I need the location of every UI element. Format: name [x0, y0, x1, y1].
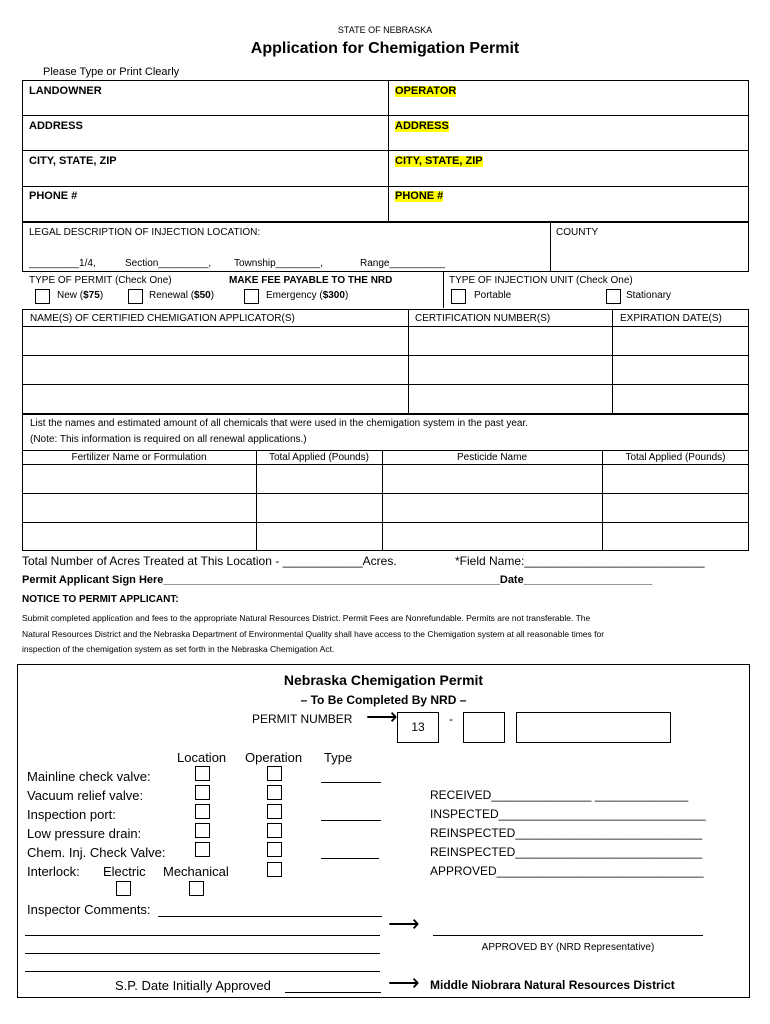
field-name-line[interactable]: *Field Name:___________________________	[455, 554, 705, 568]
range-field[interactable]: Range__________	[360, 258, 446, 269]
comment-line[interactable]	[25, 935, 380, 936]
notice-text-3: inspection of the chemigation system as set forth in the Nebraska Chemigation Act.	[22, 644, 335, 654]
comment-line[interactable]	[25, 953, 380, 954]
type-header: Type	[324, 750, 353, 765]
cert-number-header: CERTIFICATION NUMBER(S)	[415, 313, 551, 324]
table-row[interactable]	[22, 384, 749, 385]
chemicals-note: (Note: This information is required on all renewal applications.)	[30, 434, 307, 445]
operator-address-label[interactable]: ADDRESS	[395, 120, 449, 132]
applicant-signature-line[interactable]: Permit Applicant Sign Here_______________________________________________________Date_____________________	[22, 574, 653, 586]
row-divider	[22, 186, 749, 187]
form-title: Application for Chemigation Permit	[250, 40, 520, 57]
vacuum-location-checkbox[interactable]	[195, 785, 210, 800]
landowner-label[interactable]: LANDOWNER	[29, 85, 102, 97]
comment-line[interactable]	[158, 916, 382, 917]
inspection-port-label: Inspection port:	[27, 807, 116, 822]
right-arrow-icon: ⟶	[388, 970, 420, 995]
notice-text-1: Submit completed application and fees to the appropriate Natural Resources District. Permit Fees are Nonrefundable. Permits are not transferable. The	[22, 613, 591, 623]
operator-phone-label[interactable]: PHONE #	[395, 190, 444, 202]
reinspected-field-2[interactable]: REINSPECTED____________________________	[430, 845, 703, 859]
approved-field[interactable]: APPROVED_______________________________	[430, 864, 704, 878]
new-permit-option: New ($75)	[57, 290, 104, 301]
contact-grid	[22, 80, 749, 222]
fee-payable-note: MAKE FEE PAYABLE TO THE NRD	[229, 275, 393, 286]
permit-number-label: PERMIT NUMBER	[252, 712, 353, 726]
landowner-address-label[interactable]: ADDRESS	[29, 120, 83, 132]
header-divider	[22, 464, 749, 465]
permit-type-label: TYPE OF PERMIT (Check One)	[29, 275, 172, 286]
interlock-label: Interlock:	[27, 864, 80, 879]
permit-number-box-3[interactable]	[516, 712, 671, 743]
header-divider	[22, 326, 749, 327]
operator-city-label[interactable]: CITY, STATE, ZIP	[395, 155, 483, 167]
mainline-location-checkbox[interactable]	[195, 766, 210, 781]
applicators-table	[22, 309, 749, 414]
section-field[interactable]: Section_________,	[125, 258, 212, 269]
inspected-field[interactable]: INSPECTED_______________________________	[430, 807, 706, 821]
operation-header: Operation	[245, 750, 303, 765]
col-divider	[612, 309, 613, 414]
emergency-permit-option: Emergency ($300)	[266, 290, 349, 301]
notice-text-2: Natural Resources District and the Nebraska Department of Environmental Quality shall have access to the Chemigation system at all reasonable times for	[22, 629, 605, 639]
legal-description-label[interactable]: LEGAL DESCRIPTION OF INJECTION LOCATION:	[29, 227, 261, 238]
table-row[interactable]	[22, 522, 749, 523]
approved-by-label: APPROVED BY (NRD Representative)	[481, 942, 655, 953]
chemicals-instruction: List the names and estimated amount of all chemicals that were used in the chemigation system in the past year.	[30, 418, 529, 429]
mainline-type-field[interactable]	[321, 782, 381, 783]
district-name: Middle Niobrara Natural Resources District	[430, 978, 675, 992]
chem-location-checkbox[interactable]	[195, 842, 210, 857]
county-label[interactable]: COUNTY	[556, 227, 599, 238]
operator-label[interactable]: OPERATOR	[395, 85, 457, 97]
sp-date-label: S.P. Date Initially Approved	[115, 978, 271, 993]
permit-number-box-2[interactable]	[463, 712, 505, 743]
location-header: Location	[177, 750, 227, 765]
table-row[interactable]	[22, 493, 749, 494]
row-divider	[22, 150, 749, 151]
col-divider	[382, 450, 383, 551]
vacuum-operation-checkbox[interactable]	[267, 785, 282, 800]
inspection-location-checkbox[interactable]	[195, 804, 210, 819]
inspector-comments-label: Inspector Comments:	[27, 902, 151, 917]
print-instruction: Please Type or Print Clearly	[43, 66, 180, 78]
electric-checkbox[interactable]	[116, 881, 131, 896]
vacuum-relief-valve-label: Vacuum relief valve:	[27, 788, 144, 803]
interlock-operation-checkbox[interactable]	[267, 862, 282, 877]
col-divider	[256, 450, 257, 551]
reinspected-field-1[interactable]: REINSPECTED____________________________	[430, 826, 703, 840]
chem-inj-check-valve-label: Chem. Inj. Check Valve:	[27, 845, 166, 860]
contact-divider	[388, 80, 389, 222]
stationary-checkbox[interactable]	[606, 289, 621, 304]
header-divider	[22, 450, 749, 451]
chem-operation-checkbox[interactable]	[267, 842, 282, 857]
mechanical-checkbox[interactable]	[189, 881, 204, 896]
pesticide-header: Pesticide Name	[456, 452, 528, 463]
row-divider	[22, 115, 749, 116]
quarter-field[interactable]: _________1/4,	[29, 258, 96, 269]
renewal-permit-option: Renewal ($50)	[149, 290, 215, 301]
right-arrow-icon: ⟶	[366, 704, 398, 729]
mechanical-label: Mechanical	[163, 864, 229, 879]
new-permit-checkbox[interactable]	[35, 289, 50, 304]
landowner-phone-label[interactable]: PHONE #	[29, 190, 78, 202]
expiration-header: EXPIRATION DATE(S)	[620, 313, 722, 324]
renewal-permit-checkbox[interactable]	[128, 289, 143, 304]
total-applied-header-1: Total Applied (Pounds)	[268, 452, 370, 463]
portable-checkbox[interactable]	[451, 289, 466, 304]
col-divider	[408, 309, 409, 414]
portable-option: Portable	[474, 290, 512, 301]
township-field[interactable]: Township________,	[234, 258, 323, 269]
table-row[interactable]	[22, 355, 749, 356]
approved-by-signature-line[interactable]	[433, 935, 703, 936]
pressure-operation-checkbox[interactable]	[267, 823, 282, 838]
emergency-permit-checkbox[interactable]	[244, 289, 259, 304]
comment-line[interactable]	[25, 971, 380, 972]
landowner-city-label[interactable]: CITY, STATE, ZIP	[29, 155, 117, 167]
received-field[interactable]: RECEIVED_______________ ______________	[430, 788, 689, 802]
chem-type-field[interactable]	[321, 858, 379, 859]
permit-number-dash: -	[449, 712, 453, 726]
applicator-names-header: NAME(S) OF CERTIFIED CHEMIGATION APPLICATOR(S)	[30, 313, 295, 324]
county-divider	[550, 222, 551, 272]
right-arrow-icon: ⟶	[388, 911, 420, 936]
inspection-type-field[interactable]	[321, 820, 381, 821]
sp-date-field[interactable]	[285, 992, 381, 993]
nrd-subtitle: – To Be Completed By NRD –	[300, 693, 467, 707]
low-pressure-drain-label: Low pressure drain:	[27, 826, 142, 841]
col-divider	[602, 450, 603, 551]
stationary-option: Stationary	[626, 290, 672, 301]
inspection-operation-checkbox[interactable]	[267, 804, 282, 819]
mainline-operation-checkbox[interactable]	[267, 766, 282, 781]
acres-treated-line[interactable]: Total Number of Acres Treated at This Location - ____________Acres.	[22, 554, 397, 568]
fertilizer-header: Fertilizer Name or Formulation	[71, 452, 207, 463]
total-applied-header-2: Total Applied (Pounds)	[625, 452, 726, 463]
injection-unit-label: TYPE OF INJECTION UNIT (Check One)	[449, 275, 633, 286]
state-header: STATE OF NEBRASKA	[337, 25, 433, 35]
permit-prefix-value: 13	[411, 720, 425, 734]
nrd-title: Nebraska Chemigation Permit	[283, 672, 484, 688]
mainline-check-valve-label: Mainline check valve:	[27, 769, 151, 784]
permit-divider	[443, 272, 444, 308]
pressure-location-checkbox[interactable]	[195, 823, 210, 838]
notice-title: NOTICE TO PERMIT APPLICANT:	[22, 594, 179, 605]
electric-label: Electric	[103, 864, 146, 879]
